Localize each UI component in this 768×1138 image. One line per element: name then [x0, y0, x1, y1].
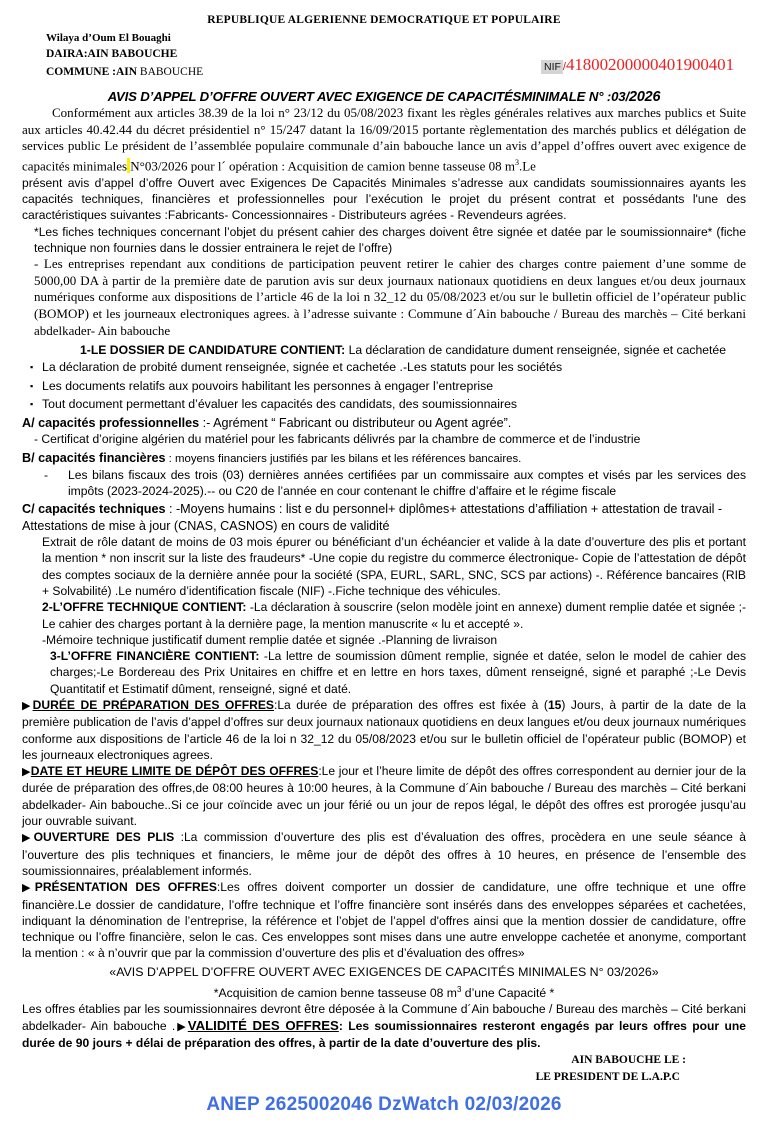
capacites-professionnelles-label: A/ capacités professionnelles — [22, 415, 200, 430]
capacites-techniques-label: C/ capacités techniques — [22, 502, 166, 517]
triangle-marker-icon: ▶ — [22, 832, 34, 845]
header-row — [0, 31, 768, 79]
signature-block — [22, 1052, 746, 1086]
list-item — [30, 378, 746, 395]
offre-technique-block — [22, 599, 746, 632]
anep-footer: ANEP 2625002046 DzWatch 02/03/2026 — [206, 1094, 562, 1115]
nif-slash: / — [562, 61, 566, 73]
daira-line: DAIRA:AIN BABOUCHE — [46, 47, 178, 60]
capacites-techniques-text: : -Moyens humains : list e du personnel+ diplômes+ attestations d’affiliation + attestation de travail - Attestations de mise à jour (CNAS, CASNOS) en cours de validité — [22, 502, 723, 533]
capacites-financieres-item — [22, 467, 746, 500]
ouverture-plis-heading: OUVERTURE DES PLIS — [33, 830, 175, 845]
dossier-heading-rest: La déclaration de candidature dument renseignée, signée et cachetée — [345, 343, 726, 358]
duree-preparation-days: 15 — [547, 698, 562, 712]
square-bullet-icon: ▪ — [30, 380, 34, 391]
ouverture-plis-block — [22, 829, 746, 879]
offre-financiere-block — [22, 648, 746, 697]
capacites-techniques-paragraph: Extrait de rôle datant de moins de 03 mois épurer ou bénéficiant d’un échéancier et valide à la date d’ouverture des plis et portant la mention * non inscrit sur la liste des fraudeurs* -Une copie du registre du commerce électronique- Copie de l’attestation de dépôt des comptes sociaux de la dernière année pour la société (SPA, EURL, SARL, SNC, SCS par actions) -. Référence bancaires (RIB + Solvabilité) .Le numéro d’identification fiscale (NIF) -.Fiche technique des véhicules. — [42, 535, 746, 598]
offre-financiere-heading: 3-L’OFFRE FINANCIÈRE CONTIENT: — [50, 649, 260, 664]
capacites-professionnelles-row — [22, 415, 746, 431]
envelope-quote-main: «AVIS D’APPEL D’OFFRE OUVERT AVEC EXIGENCES DE CAPACITÉS MINIMALES N° 03/2026» — [109, 964, 659, 979]
commune-line — [46, 65, 203, 81]
capacites-techniques-row — [22, 501, 746, 534]
wilaya-line: Wilaya d’Oum El Bouaghi — [46, 32, 171, 44]
signature-title: LE PRESIDENT DE L.A.P.C — [535, 1071, 680, 1084]
list-item — [30, 396, 746, 413]
closing-text: Les offres établies par les soumissionnaires devront être déposée à la Commune d´Ain babouche / Bureau des marchès – Cité berkani abdelkader- Ain babouche . — [22, 1002, 746, 1033]
validite-text: : Les soumissionnaires resteront engagés par leurs offres pour une durée de 90 jours + délai de préparation des offres, à partir de la date d’ouverture des plis. — [22, 1018, 746, 1050]
administrative-header — [46, 31, 203, 81]
intro-paragraph-4: - Les entreprises rependant aux conditions de participation peuvent retirer le cahier des charges contre paiement d’une somme de 5000,00 DA à partir de la première date de parution avis sur deux journaux nationaux quotidiens en deux langues et/ou deux journaux numériques conforme aux dispositions de l’article 46 de la loi n 32_12 du 05/08/2023 et/ou sur le bulletin officiel de l’opérateur public (BOMOP) et les journeaux electroniques agrees. à l’adresse suivante : Commune d´Ain babouche / Bureau des marchès – Cité berkani abdelkader- Ain babouche — [34, 256, 746, 338]
triangle-marker-icon: ▶ — [22, 700, 33, 712]
document-body — [22, 105, 746, 1086]
intro-paragraph-2: présent avis d’appel d’offre Ouvert avec Exigences De Capacités Minimales s’adresse aux candidats soumissionnaires ayants les capacités techniques, financières et professionnelles pour l’exécution le projet du présent contrat et possédants l'une des caractéristiques suivantes :Fabricants- Concessionnaires - Distributeurs agrées - Revendeurs agrées. — [22, 175, 746, 223]
memoire-technique-line: -Mémoire technique justificatif dument remplie datée et signée .-Planning de livraison — [42, 632, 498, 647]
presentation-offres-text: :Les offres doivent comporter un dossier de candidature, une offre technique et une offre financière.Le dossier de candidature, l’offre technique et l’offre financière sont insérés dans des enveloppes séparées et cachetées, indiquant la dénomination de l’entreprise, la référence et l’objet de l’appel d'offres ainsi que la mention dossier de candidature, offre technique ou l’offre financière, selon le cas. Ces enveloppes sont mises dans une autre enveloppe cachetée et anonyme, comportant la mention : « à n’ouvrir que par la commission d’ouverture des plis et d’évaluation des offres» — [22, 880, 746, 961]
duree-preparation-heading: DURÉE DE PRÉPARATION DES OFFRES — [32, 698, 274, 712]
dossier-item-list — [22, 359, 746, 413]
intro-superscript: 3 — [514, 157, 519, 167]
nif-label: NIF — [541, 60, 563, 74]
offre-financiere-text: -La lettre de soumission dûment remplie, signée et datée, selon le model de cahier des charges;-Le Bordereau des Prix Unitaires en chiffre et en lettre en hors taxes, dûment renseigné, signé et paraphé ;-Le Devis Quantitatif et Estimatif dûment, renseigné, signé et daté. — [50, 649, 746, 696]
list-item — [30, 359, 746, 376]
envelope-quote-sub-b: d’une Capacité * — [461, 986, 555, 1001]
presentation-offres-block — [22, 879, 746, 961]
dossier-heading-row — [22, 342, 746, 358]
page-title-year: 2026 — [628, 89, 661, 105]
national-title: REPUBLIQUE ALGERIENNE DEMOCRATIQUE ET POPULAIRE — [207, 14, 561, 26]
duree-preparation-text-b: ) Jours, à partir de la date de la première publication de l’avis d’appel d’offres sur deux journaux nationaux quotidiens en deux langues et/ou deux journaux numériques conforme aux dispositions de l’article 46 de la loi n 32_12 du 05/08/2023 et/ou sur le bulletin officiel de l’opérateur public (BOMOP) et les journeaux electroniques agrees. — [22, 698, 747, 762]
capacites-financieres-item-text: Les bilans fiscaux des trois (03) dernières années certifiées par un commissaire aux comptes et visés par les services des impôts (2023-2024-2025).-- ou C20 de l’année en cour contenant le chiffre d’affaire et le régime fiscale — [68, 467, 746, 499]
triangle-marker-icon: ▶ — [175, 1020, 188, 1033]
intro-p1a: Conformément aux articles 38.39 de la loi n° 23/12 du 05/08/2023 fixant les règles générales relatives aux marches publics et Suite aux articles 40.42.44 du décret présidentiel n° 15/247 datant la 16/09/2015 portante règlementation des marchés publics et délégation de services public Le président de l’assemblée populaire communale d’ain babouche lance un avis d’appel d’offres ouvert avec exigence de capacités minimales — [22, 105, 746, 174]
ouverture-plis-text: :La commission d’ouverture des plis est d’évaluation des offres, procèdera en une seule séance à l’ouverture des plis techniques et financiers, le même jour de dépôt des offres à 10 heures, en présence de l’ensemble des soumissionnaires, préalablement informés. — [22, 830, 746, 878]
nif-number: 41800200000401900401 — [565, 55, 734, 74]
square-bullet-icon: ▪ — [30, 399, 34, 410]
capacites-professionnelles-sub: - Certificat d’origine algérien du matériel pour les fabricants délivrés par la chambre de commerce et de l’industrie — [34, 432, 641, 447]
envelope-quote-sub-a: *Acquisition de camion benne tasseuse 08 m — [213, 986, 457, 1001]
triangle-marker-icon: ▶ — [22, 882, 35, 895]
envelope-quote-sub — [22, 982, 746, 1001]
list-item-text: Les documents relatifs aux pouvoirs habilitant les personnes à engager l’entreprise — [42, 378, 494, 393]
envelope-quote-superscript: 3 — [456, 985, 462, 995]
depot-limite-heading: DATE ET HEURE LIMITE DE DÉPÔT DES OFFRES — [30, 764, 319, 779]
capacites-financieres-row — [22, 450, 746, 467]
capacites-financieres-label: B/ capacités financières — [22, 450, 166, 465]
dash-bullet-icon: - — [44, 467, 49, 482]
intro-p1c: .Le — [518, 158, 536, 174]
triangle-marker-icon: ▶ — [22, 766, 31, 779]
duree-preparation-block — [22, 697, 746, 763]
intro-p1b: N°03/2026 pour l´ opération : Acquisition de camion benne tasseuse 08 m — [130, 158, 515, 174]
depot-limite-block — [22, 763, 746, 829]
list-item-text: Tout document permettant d’évaluer les capacités des candidats, des soumissionnaires — [42, 397, 518, 412]
page-title-main: AVIS D’APPEL D’OFFRE OUVERT AVEC EXIGENCE DE CAPACITÉSMINIMALE N° :03/ — [107, 89, 629, 104]
square-bullet-icon: ▪ — [30, 362, 34, 373]
intro-paragraph-3: *Les fiches techniques concernant l’objet du présent cahier des charges doivent être signée et datée par le soumissionnaire* (fiche technique non fournies dans le dossier entrainera le rejet de l’offre) — [34, 224, 746, 255]
depot-limite-text: :Le jour et l’heure limite de dépôt des offres correspondent au dernier jour de la durée de préparation des offres,de 08:00 heures à 10:00 heures, à la Commune d´Ain babouche / Bureau des marchès – Cité berkani abdelkader- Ain babouche..Si ce jour coïncide avec un jour férié ou un jour de repos légal, le dépôt des offres est prorogée jusqu’au jour ouvrable suivant. — [22, 764, 746, 829]
duree-preparation-text-a: :La durée de préparation des offres est fixée à ( — [273, 698, 548, 712]
intro-paragraph-1 — [22, 105, 746, 175]
validite-block — [22, 1001, 746, 1051]
signature-place-date: AIN BABOUCHE LE : — [571, 1054, 686, 1067]
validite-heading: VALIDITÉ DES OFFRES — [187, 1017, 339, 1033]
presentation-offres-heading: PRÉSENTATION DES OFFRES — [34, 880, 217, 895]
commune-label: COMMUNE :AIN — [46, 66, 138, 78]
list-item-text: La déclaration de probité dument renseignée, signée et cachetée .-Les statuts pour les sociétés — [42, 360, 563, 375]
offre-technique-text: -La déclaration à souscrire (selon modèle joint en annexe) dument remplie datée et signée ;-Le cahier des charges portant à la dernière page, la mention manuscrite « lu et accepté ». — [42, 600, 746, 631]
offre-technique-heading: 2-L’OFFRE TECHNIQUE CONTIENT: — [42, 600, 247, 615]
dossier-heading: 1-LE DOSSIER DE CANDIDATURE CONTIENT: — [80, 343, 346, 358]
commune-value: BABOUCHE — [137, 66, 204, 78]
nif-block — [541, 55, 734, 75]
capacites-professionnelles-text: :- Agrément “ Fabricant ou distributeur ou Agent agrée”. — [199, 415, 512, 430]
capacites-financieres-text: : moyens financiers justifiés par les bilans et les références bancaires. — [165, 452, 522, 465]
page-title — [0, 89, 768, 105]
